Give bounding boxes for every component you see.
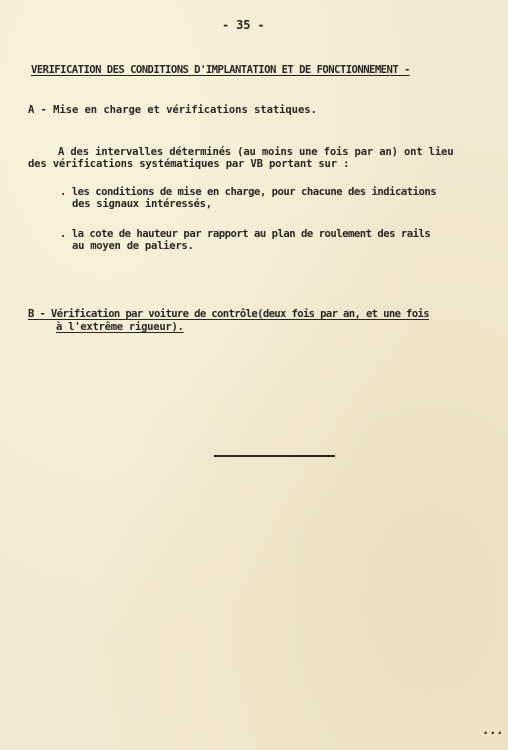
bullet-item-2-line2: au moyen de paliers. (72, 240, 194, 252)
bullet-item-2-line1: . la cote de hauteur par rapport au plan de roulement des rails (60, 228, 431, 240)
section-b-line2: à l'extrême rigueur). (56, 321, 184, 333)
main-heading: VERIFICATION DES CONDITIONS D'IMPLANTATION ET DE FONCTIONNEMENT - (31, 64, 410, 76)
section-a-paragraph-line1: A des intervalles déterminés (au moins une fois par an) ont lieu (58, 146, 454, 158)
section-a-title: A - Mise en charge et vérifications statiques. (28, 104, 317, 116)
bullet-item-1-line1: . les conditions de mise en charge, pour chacune des indications (60, 186, 437, 198)
continuation-mark: ... (482, 723, 504, 737)
page-number: - 35 - (222, 18, 265, 32)
bullet-item-1-line2: des signaux intéressés, (72, 198, 212, 210)
section-a-paragraph-line2: des vérifications systématiques par VB portant sur : (28, 158, 350, 170)
separator-line (214, 455, 335, 457)
section-b-line1: B - Vérification par voiture de contrôle(deux fois par an, et une fois (28, 308, 429, 320)
